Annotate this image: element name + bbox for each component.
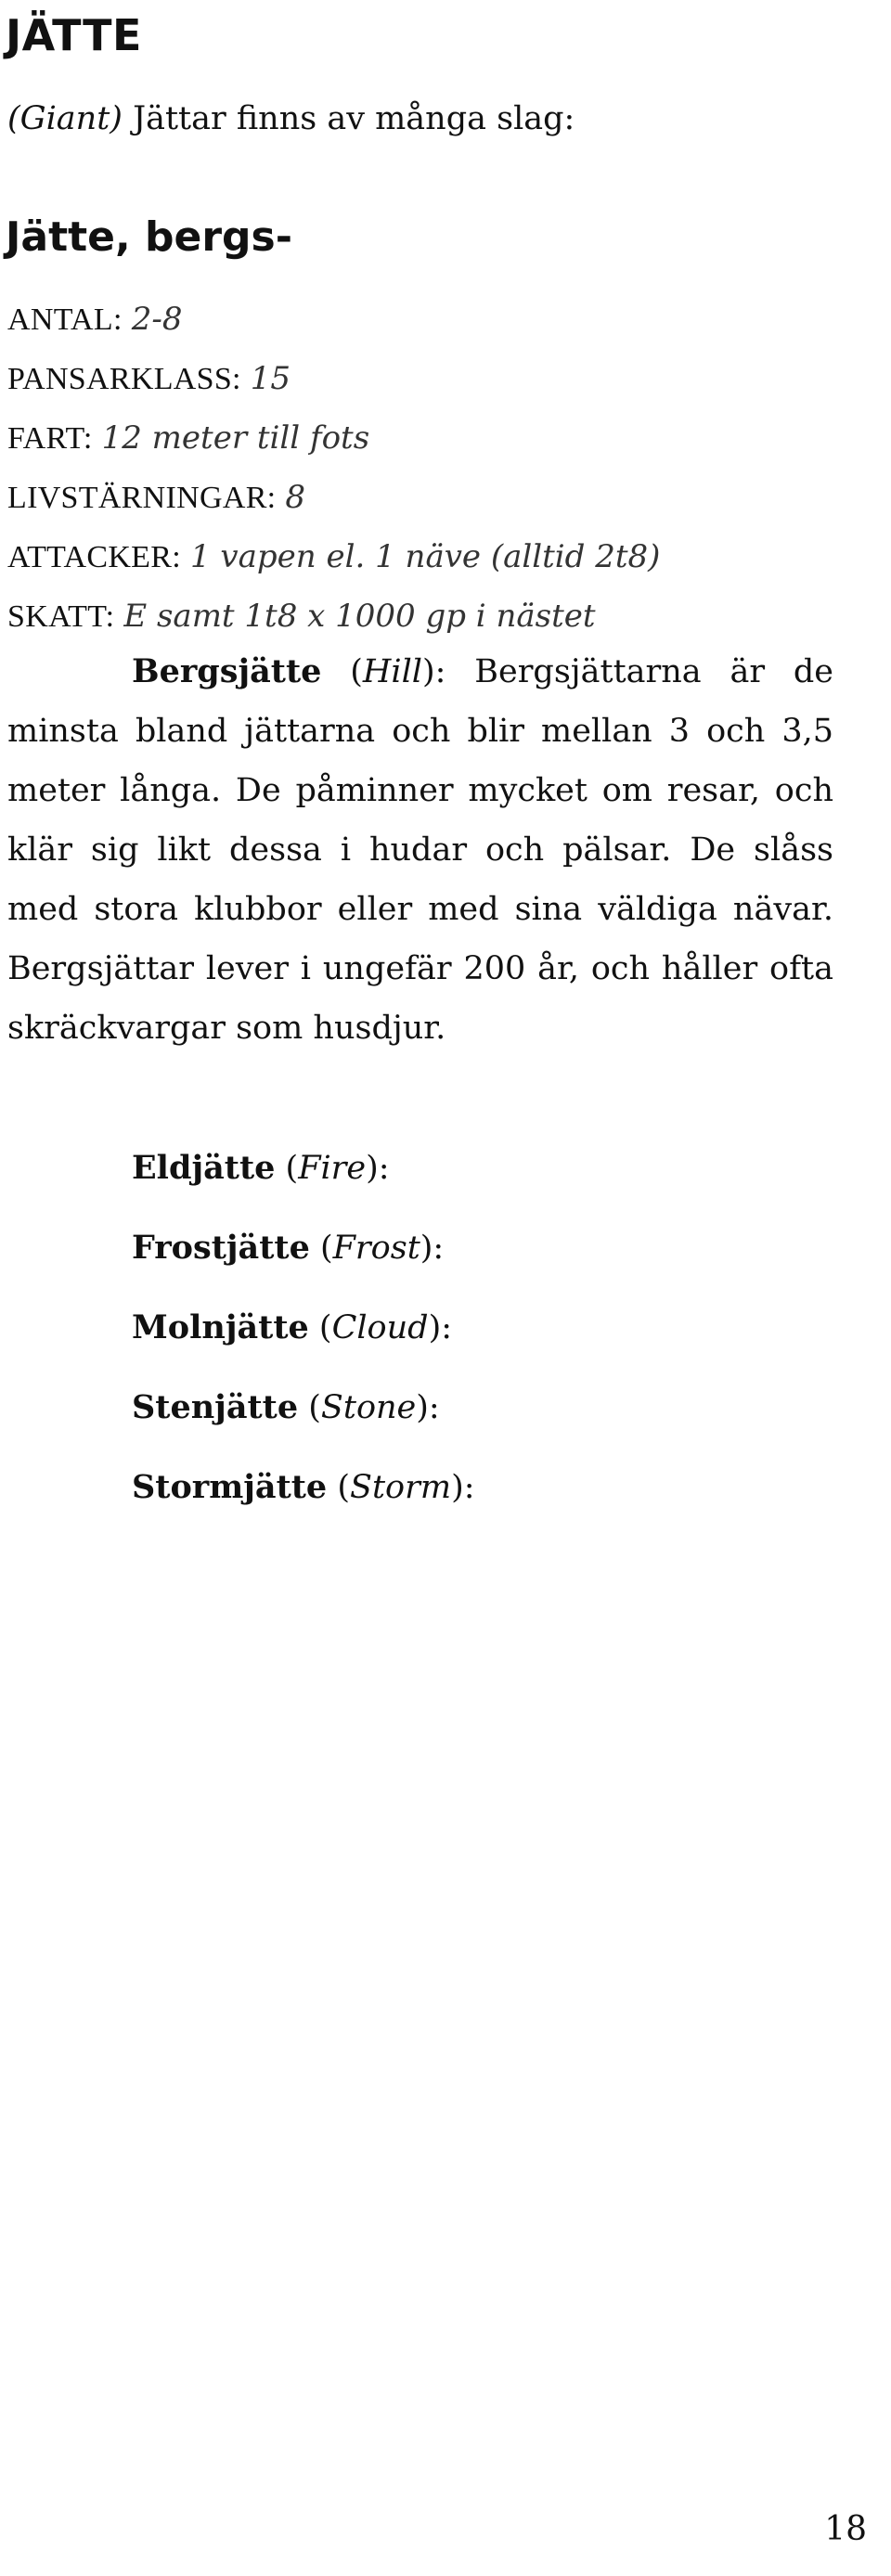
variant-item-stone [132,1368,475,1448]
page-heading: JÄTTE [6,10,142,60]
stat-block [7,290,871,646]
hill-giant-description [7,642,833,1058]
stat-value: 1 vapen el. 1 näve (alltid 2t8) [189,538,661,575]
stat-label: SKATT: [7,599,115,634]
variant-name: Stenjätte [132,1388,299,1426]
variant-english: Stone [320,1389,417,1426]
description-close-paren: ): [422,653,446,690]
variant-name: Frostjätte [132,1229,310,1267]
stat-label: LIVSTÄRNINGAR: [7,481,277,515]
variant-open-paren: ( [318,1309,332,1346]
variant-close-paren: ): [416,1389,440,1426]
stat-row-skatt [7,586,871,646]
stat-row-livstarningar [7,468,871,527]
stat-label: PANSARKLASS: [7,362,241,396]
intro-line [7,91,575,147]
variant-name: Eldjätte [132,1149,276,1187]
variant-name: Stormjätte [132,1468,328,1506]
page-number: 18 [824,2510,867,2548]
giant-variant-list [132,1128,475,1527]
stat-row-attacker [7,527,871,586]
variant-english: Fire [298,1150,367,1187]
variant-english: Storm [350,1469,452,1506]
variant-close-paren: ): [420,1230,445,1267]
stat-value: E samt 1t8 x 1000 gp i nästet [123,598,596,635]
intro-english-name: (Giant) [7,100,123,137]
variant-item-cloud [132,1288,475,1368]
variant-item-storm [132,1448,475,1527]
variant-close-paren: ): [428,1309,453,1346]
description-text: Bergsjättarna är de minsta bland jättarna och blir mellan 3 och 3,5 meter långa. De påminner mycket om resar, och klär sig likt dessa i hudar och pälsar. De slåss med stora klubbor eller med sina väldiga nävar. Bergsjättar lever i ungefär 200 år, och håller ofta skräckvargar som husdjur. [7,653,833,1047]
stat-value: 2-8 [131,301,183,338]
variant-english: Frost [332,1230,420,1267]
stat-label: ATTACKER: [7,540,181,574]
stat-label: ANTAL: [7,303,123,337]
variant-close-paren: ): [366,1150,390,1187]
variant-name: Molnjätte [132,1308,309,1346]
stat-label: FART: [7,421,93,456]
variant-open-paren: ( [337,1469,351,1506]
description-open-paren: ( [350,653,363,690]
stat-row-antal [7,290,871,349]
section-heading-hill-giant: Jätte, bergs- [6,213,292,261]
description-name: Bergsjätte [132,652,322,690]
variant-english: Cloud [331,1309,429,1346]
variant-close-paren: ): [451,1469,475,1506]
variant-item-frost [132,1208,475,1288]
variant-open-paren: ( [285,1150,299,1187]
stat-value: 12 meter till fots [101,419,370,457]
variant-item-fire [132,1128,475,1208]
stat-row-fart [7,408,871,468]
description-english-name: Hill [362,653,422,690]
variant-open-paren: ( [319,1230,333,1267]
stat-value: 15 [250,360,291,397]
variant-open-paren: ( [308,1389,321,1426]
stat-row-pansarklass [7,349,871,408]
stat-value: 8 [285,479,306,516]
intro-text: Jättar finns av många slag: [133,100,575,137]
